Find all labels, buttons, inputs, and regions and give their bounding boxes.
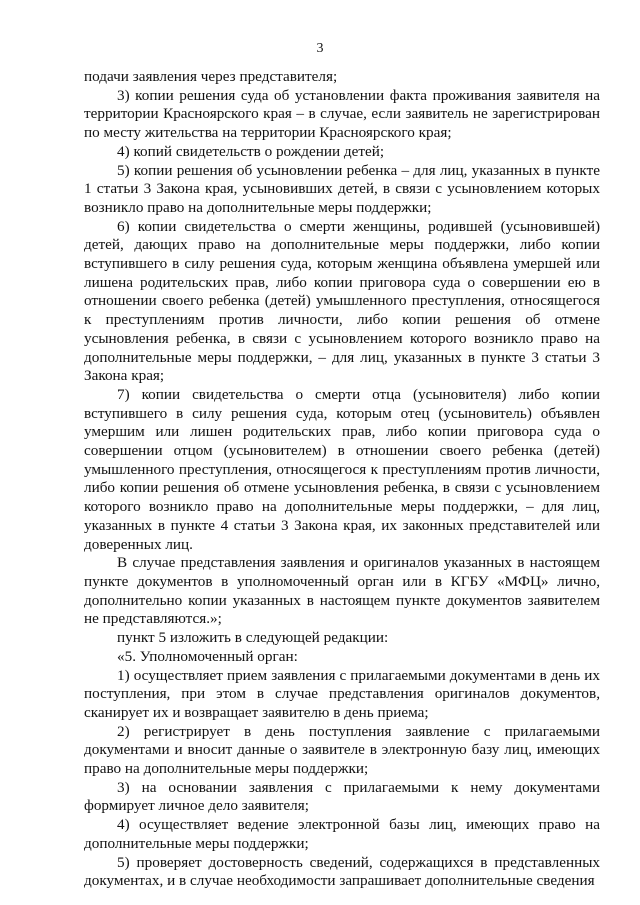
paragraph-clause-5-heading: «5. Уполномоченный орган: bbox=[117, 647, 298, 665]
paragraph-item-5: 5) копии решения об усыновлении ребенка – для лиц, указанных в пункте 1 статьи 3 Закона края, усыновивших детей, в связи с усыновлением которых возникло право на дополнительные меры поддержки; bbox=[84, 161, 600, 216]
paragraph-clause-5-item-3: 3) на основании заявления с прилагаемыми к нему документами формирует личное дело заявителя; bbox=[84, 778, 600, 815]
document-body bbox=[84, 68, 600, 891]
paragraph-item-6: 6) копии свидетельства о смерти женщины, родившей (усыновившей) детей, дающих право на дополнительные меры поддержки, либо копии вступившего в силу решения суда, которым женщина объявлена умершей или лишена родительских прав, либо копии приговора суда о совершении ею в отношении своего ребенка (детей) умышленного преступления, относящегося к преступлениям против личности, либо копии решения об отмене усыновления ребенка, в связи с усыновлением которого возникло право на дополнительные меры поддержки, – для лиц, указанных в пункте 3 статьи 3 Закона края; bbox=[84, 217, 600, 385]
paragraph-item-4: 4) копий свидетельств о рождении детей; bbox=[117, 142, 385, 160]
page-number: 3 bbox=[316, 41, 324, 56]
paragraph-item-7: 7) копии свидетельства о смерти отца (усыновителя) либо копии вступившего в силу решения суда, которым отец (усыновитель) объявлен умершим или лишен родительских прав, либо копии приговора суда о совершении отцом (усыновителем) в отношении своего ребенка (детей) умышленного преступления, относящегося к преступлениям против личности, либо копии решения об отмене усыновления ребенка, в связи с усыновлением которого возникло право на дополнительные меры поддержки, – для лиц, указанных в пункте 4 статьи 3 Закона края, их законных представителей или доверенных лиц. bbox=[84, 385, 600, 553]
paragraph-continuation: подачи заявления через представителя; bbox=[84, 68, 338, 85]
paragraph-clause-5-item-2: 2) регистрирует в день поступления заявление с прилагаемыми документами и вносит данные о заявителе в электронную базу лиц, имеющих право на дополнительные меры поддержки; bbox=[84, 722, 600, 778]
paragraph-item-3: 3) копии решения суда об установлении факта проживания заявителя на территории Красноярского края – в случае, если заявитель не зарегистрирован по месту жительства на территории Красноярского края; bbox=[84, 86, 600, 142]
paragraph-clause-5-item-1: 1) осуществляет прием заявления с прилагаемыми документами в день их поступления, при этом в случае представления оригиналов документов, сканирует их и возвращает заявителю в день приема; bbox=[84, 666, 600, 721]
paragraph-clause-5-item-4: 4) осуществляет ведение электронной базы лиц, имеющих право на дополнительные меры поддержки; bbox=[84, 816, 600, 852]
paragraph-clause-5-item-5: 5) проверяет достоверность сведений, содержащихся в представленных документах, и в случае необходимости запрашивает дополнительные сведения bbox=[84, 853, 600, 890]
paragraph-note: В случае представления заявления и оригиналов указанных в настоящем пункте документов в уполномоченный орган или в КГБУ «МФЦ» лично, дополнительно копии указанных в настоящем пункте документов заявителем не представляются.»; bbox=[84, 554, 600, 628]
paragraph-amendment-intro: пункт 5 изложить в следующей редакции: bbox=[117, 629, 389, 647]
